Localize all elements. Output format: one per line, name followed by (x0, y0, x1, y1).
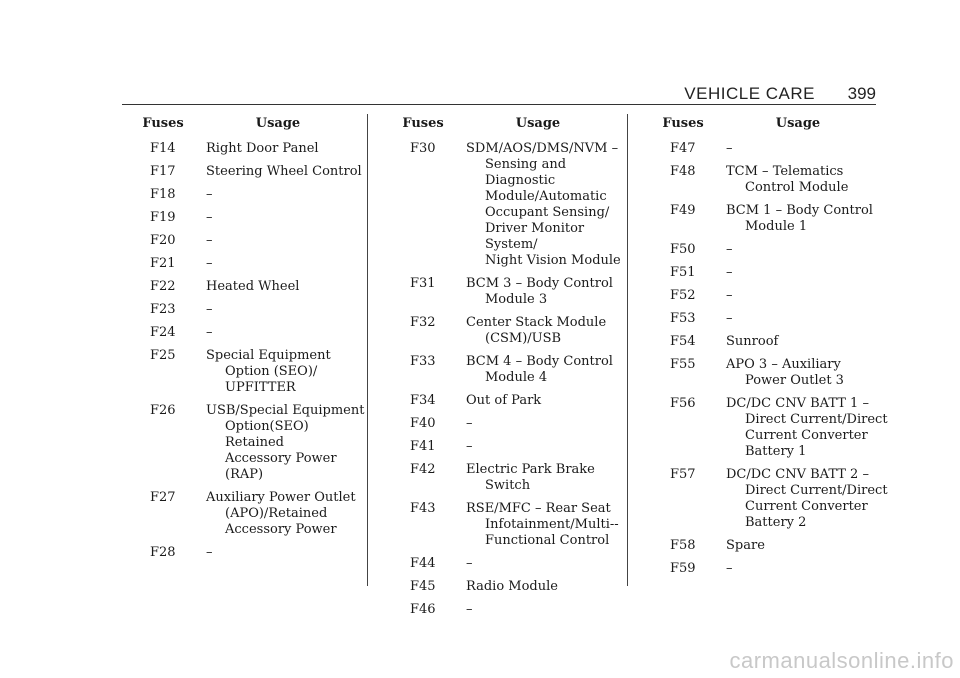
table-row (128, 490, 368, 538)
table-row (388, 354, 628, 386)
fuse-id: F55 (670, 357, 696, 372)
fuse-usage (206, 256, 368, 272)
fuse-usage (206, 187, 368, 203)
table-row (128, 210, 368, 226)
fuse-table-column-2 (388, 116, 628, 618)
table-row (648, 561, 888, 577)
usage-line: Battery 1 (745, 444, 807, 459)
fuse-usage (466, 501, 628, 549)
fuse-usage (726, 467, 888, 531)
table-row (388, 416, 628, 432)
fuse-usage (206, 302, 368, 318)
usage-line: Sensing and Diagnostic (485, 157, 567, 188)
fuse-table-column-1 (128, 116, 368, 561)
table-row (128, 256, 368, 272)
usage-line: Steering Wheel Control (206, 164, 362, 179)
usage-line: Driver Monitor System/ (485, 221, 585, 252)
fuse-usage (206, 164, 368, 180)
fuse-id: F56 (670, 396, 696, 411)
usage-line: – (206, 545, 213, 560)
usage-line: – (466, 556, 473, 571)
usage-line: – (206, 256, 213, 271)
usage-line: Spare (726, 538, 765, 553)
usage-line: – (726, 288, 733, 303)
table-row (128, 545, 368, 561)
fuse-id: F27 (150, 490, 176, 505)
usage-line: BCM 3 – Body Control (466, 276, 613, 291)
page-number: 399 (847, 84, 876, 103)
fuse-id: F18 (150, 187, 176, 202)
fuse-usage (206, 325, 368, 341)
fuses-heading: Fuses (402, 116, 444, 131)
fuse-usage (466, 556, 628, 572)
usage-line: SDM/AOS/DMS/NVM – (466, 141, 619, 156)
fuse-id: F34 (410, 393, 436, 408)
fuse-id: F46 (410, 602, 436, 617)
fuse-id: F17 (150, 164, 176, 179)
usage-line: – (466, 439, 473, 454)
usage-line: Option(SEO) Retained (225, 419, 309, 450)
usage-line: APO 3 – Auxiliary (726, 357, 841, 372)
table-row (388, 556, 628, 572)
fuse-id: F33 (410, 354, 436, 369)
usage-line: UPFITTER (225, 380, 296, 395)
fuse-usage (206, 141, 368, 157)
fuse-id: F24 (150, 325, 176, 340)
table-row (128, 279, 368, 295)
usage-line: – (466, 416, 473, 431)
usage-line: – (726, 141, 733, 156)
fuse-id: F41 (410, 439, 436, 454)
fuse-usage (466, 354, 628, 386)
fuse-id: F22 (150, 279, 176, 294)
fuse-id: F25 (150, 348, 176, 363)
table-row (648, 288, 888, 304)
table-row (648, 141, 888, 157)
table-row (388, 315, 628, 347)
usage-line: Direct Current/Direct (745, 412, 888, 427)
usage-line: Direct Current/Direct (745, 483, 888, 498)
fuse-usage (466, 141, 628, 269)
usage-line: – (206, 187, 213, 202)
table-row (388, 462, 628, 494)
table-row (388, 501, 628, 549)
fuse-usage (466, 416, 628, 432)
fuse-id: F30 (410, 141, 436, 156)
usage-line: Electric Park Brake (466, 462, 595, 477)
usage-line: BCM 1 – Body Control (726, 203, 873, 218)
fuse-id: F59 (670, 561, 696, 576)
fuse-usage (466, 579, 628, 595)
fuse-id: F48 (670, 164, 696, 179)
fuse-id: F45 (410, 579, 436, 594)
fuse-id: F26 (150, 403, 176, 418)
usage-line: Accessory Power (RAP) (225, 451, 337, 482)
usage-line: – (206, 233, 213, 248)
table-row (648, 164, 888, 196)
usage-line: Module 4 (485, 370, 548, 385)
fuse-id: F43 (410, 501, 436, 516)
usage-line: – (726, 561, 733, 576)
table-row (648, 396, 888, 460)
fuse-usage (466, 462, 628, 494)
usage-line: Center Stack Module (466, 315, 607, 330)
fuse-id: F47 (670, 141, 696, 156)
usage-line: Battery 2 (745, 515, 807, 530)
table-row (648, 334, 888, 350)
table-row (648, 311, 888, 327)
fuse-usage (726, 164, 888, 196)
fuse-id: F14 (150, 141, 176, 156)
header-rule (122, 104, 876, 105)
usage-line: – (726, 311, 733, 326)
usage-line: Special Equipment (206, 348, 331, 363)
fuse-id: F49 (670, 203, 696, 218)
fuse-id: F21 (150, 256, 176, 271)
usage-line: Functional Control (485, 533, 610, 548)
usage-line: TCM – Telematics (726, 164, 844, 179)
usage-line: Switch (485, 478, 531, 493)
table-row (128, 403, 368, 483)
table-row (128, 187, 368, 203)
table-row (648, 538, 888, 554)
usage-line: – (466, 602, 473, 617)
section-title: VEHICLE CARE (684, 84, 815, 103)
usage-line: Infotainment/Multi‐‐ (485, 517, 619, 532)
table-row (388, 276, 628, 308)
fuse-usage (726, 242, 888, 258)
fuse-usage (466, 439, 628, 455)
usage-line: Module 1 (745, 219, 808, 234)
fuse-id: F23 (150, 302, 176, 317)
usage-line: (CSM)/USB (485, 331, 562, 346)
usage-heading: Usage (775, 116, 821, 131)
fuse-table-column-3 (648, 116, 888, 577)
fuse-usage (206, 210, 368, 226)
fuse-id: F52 (670, 288, 696, 303)
usage-line: – (206, 210, 213, 225)
fuse-usage (726, 311, 888, 327)
usage-line: Radio Module (466, 579, 558, 594)
table-row (128, 348, 368, 396)
usage-line: – (206, 302, 213, 317)
fuse-usage (726, 334, 888, 350)
fuse-id: F20 (150, 233, 176, 248)
fuse-id: F42 (410, 462, 436, 477)
usage-line: Occupant Sensing/ (485, 205, 610, 220)
fuse-usage (206, 233, 368, 249)
usage-line: – (206, 325, 213, 340)
fuse-id: F40 (410, 416, 436, 431)
table-row (128, 302, 368, 318)
fuse-usage (206, 403, 368, 483)
usage-line: Night Vision Module (485, 253, 621, 268)
usage-line: BCM 4 – Body Control (466, 354, 613, 369)
fuse-usage (466, 602, 628, 618)
fuse-usage (206, 279, 368, 295)
usage-line: Current Converter (745, 428, 868, 443)
fuse-usage (726, 265, 888, 281)
usage-line: Auxiliary Power Outlet (206, 490, 356, 505)
table-row (388, 602, 628, 618)
fuse-usage (466, 315, 628, 347)
fuse-id: F54 (670, 334, 696, 349)
usage-line: Module 3 (485, 292, 548, 307)
usage-line: Sunroof (726, 334, 779, 349)
table-row (388, 439, 628, 455)
table-row (128, 325, 368, 341)
fuse-id: F31 (410, 276, 436, 291)
column-header (128, 116, 368, 134)
usage-line: Heated Wheel (206, 279, 300, 294)
table-row (128, 233, 368, 249)
fuse-id: F19 (150, 210, 176, 225)
usage-line: (APO)/Retained (225, 506, 328, 521)
usage-heading: Usage (515, 116, 561, 131)
fuse-usage (726, 396, 888, 460)
fuse-usage (726, 357, 888, 389)
usage-line: Control Module (745, 180, 849, 195)
usage-heading: Usage (255, 116, 301, 131)
table-row (648, 357, 888, 389)
fuse-usage (726, 561, 888, 577)
table-row (128, 164, 368, 180)
usage-line: Module/Automatic (485, 189, 607, 204)
usage-line: Option (SEO)/ (225, 364, 318, 379)
fuse-usage (726, 538, 888, 554)
fuse-rows (128, 141, 368, 561)
fuse-usage (466, 393, 628, 409)
fuses-heading: Fuses (662, 116, 704, 131)
fuse-id: F28 (150, 545, 176, 560)
usage-line: RSE/MFC – Rear Seat (466, 501, 611, 516)
fuse-usage (206, 348, 368, 396)
fuse-id: F50 (670, 242, 696, 257)
fuse-usage (726, 288, 888, 304)
column-header (388, 116, 628, 134)
fuse-id: F32 (410, 315, 436, 330)
fuse-id: F51 (670, 265, 696, 280)
fuses-heading: Fuses (142, 116, 184, 131)
usage-line: Power Outlet 3 (745, 373, 844, 388)
usage-line: DC/DC CNV BATT 1 – (726, 396, 869, 411)
column-header (648, 116, 888, 134)
usage-line: Out of Park (466, 393, 542, 408)
table-row (648, 203, 888, 235)
table-row (388, 141, 628, 269)
table-row (648, 467, 888, 531)
table-row (648, 242, 888, 258)
fuse-id: F58 (670, 538, 696, 553)
table-row (388, 579, 628, 595)
usage-line: – (726, 265, 733, 280)
fuse-id: F53 (670, 311, 696, 326)
watermark: carmanualsonline.info (729, 648, 954, 673)
usage-line: USB/Special Equipment (206, 403, 365, 418)
fuse-id: F57 (670, 467, 696, 482)
usage-line: Accessory Power (225, 522, 337, 537)
fuse-id: F44 (410, 556, 436, 571)
table-row (648, 265, 888, 281)
table-row (128, 141, 368, 157)
fuse-usage (726, 141, 888, 157)
fuse-rows (388, 141, 628, 618)
usage-line: Current Converter (745, 499, 868, 514)
fuse-usage (206, 545, 368, 561)
usage-line: DC/DC CNV BATT 2 – (726, 467, 869, 482)
table-row (388, 393, 628, 409)
fuse-usage (206, 490, 368, 538)
usage-line: Right Door Panel (206, 141, 319, 156)
fuse-rows (648, 141, 888, 577)
fuse-usage (726, 203, 888, 235)
usage-line: – (726, 242, 733, 257)
fuse-usage (466, 276, 628, 308)
